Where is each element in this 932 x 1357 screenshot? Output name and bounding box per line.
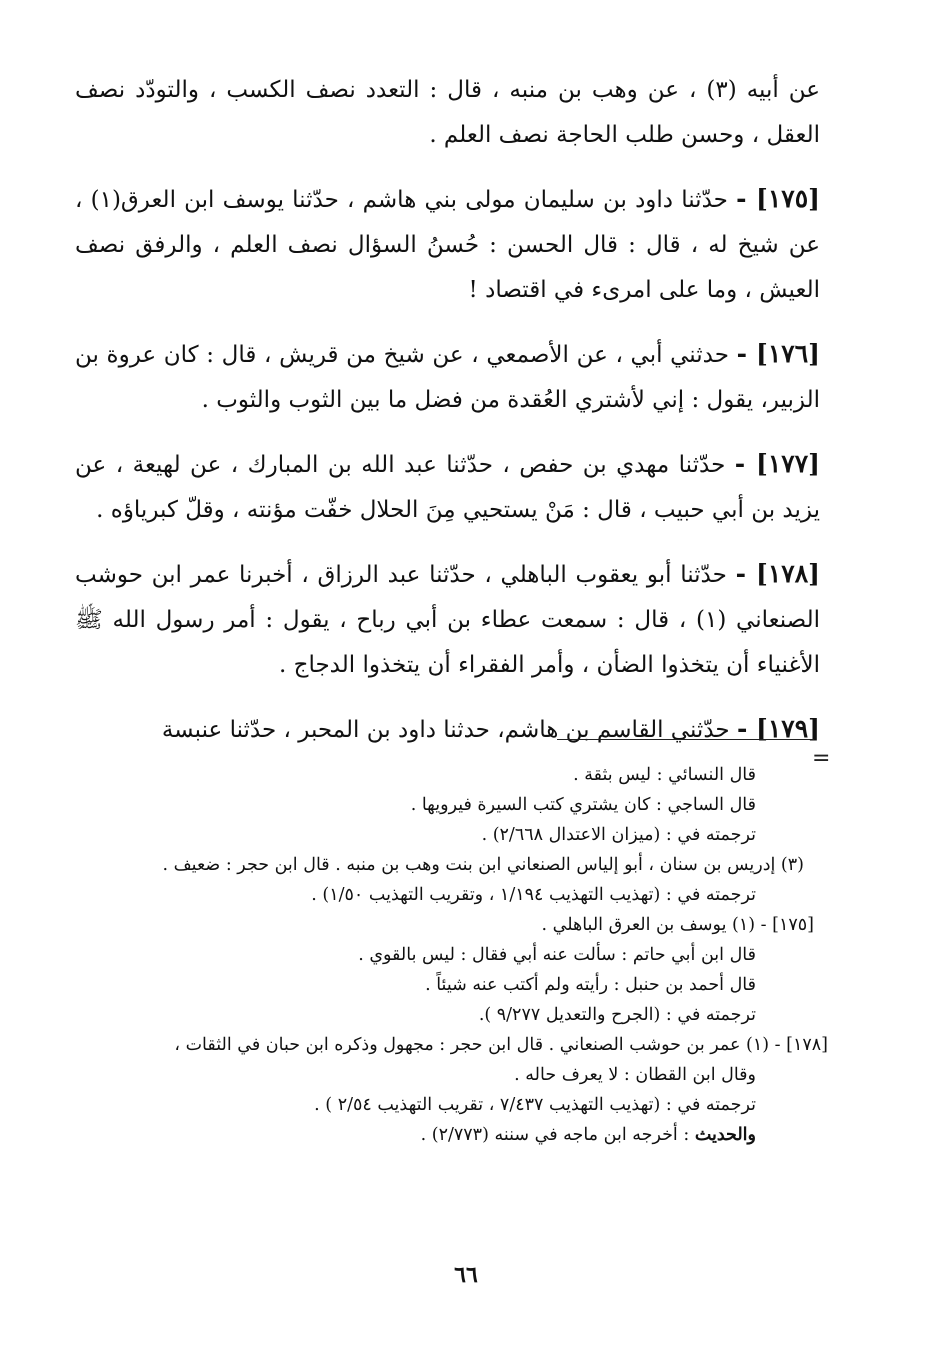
hadith-number: [١٧٧] - xyxy=(734,449,820,478)
hadith-175 xyxy=(75,176,820,313)
hadith-179 xyxy=(75,706,820,753)
footnote-text: : أخرجه ابن ماجه في سننه (٢/٧٧٣) . xyxy=(420,1125,690,1145)
hadith-178 xyxy=(75,551,820,688)
hadith-text: حدّثنا مهدي بن حفص ، حدّثنا عبد الله بن المبارك ، عن لهيعة ، عن يزيد بن أبي حبيب ، قال : مَنْ يستحيي مِنَ الحلال خفّت مؤنته ، وقلّ كبرياؤه . xyxy=(75,452,820,523)
hadith-text: حدّثنا أبو يعقوب الباهلي ، حدّثنا عبد الرزاق ، أخبرنا عمر ابن حوشب الصنعاني (١) ، قال : سمعت عطاء بن أبي رباح ، يقول : أمر رسول الله ﷺ الأغنياء أن يتخذوا الضأن ، وأمر الفقراء أن يتخذوا الدجاج . xyxy=(75,562,820,678)
footnote-line: ترجمته في : (الجرح والتعديل ٩/٢٧٧ ). xyxy=(478,1005,756,1025)
hadith-number: [١٧٨] - xyxy=(735,559,820,588)
footnote-line: ترجمته في : (تهذيب التهذيب ٧/٤٣٧ ، تقريب التهذيب ٢/٥٤ ) . xyxy=(314,1095,756,1115)
paragraph-intro xyxy=(75,68,820,158)
footnote-178-1: [١٧٨] - (١) عمر بن حوشب الصنعاني . قال ابن حجر : مجهول وذكره ابن حبان في الثقات ، xyxy=(174,1035,828,1055)
footnotes xyxy=(74,760,828,1150)
footnote-label: والحديث xyxy=(694,1125,756,1145)
hadith-number: [١٧٩] - xyxy=(736,714,820,743)
hadith-text: حدثني أبي ، عن الأصمعي ، عن شيخ من قريش ، قال : كان عروة بن الزبير، يقول : إني لأشتري العُقدة من فضل ما بين الثوب والثوب . xyxy=(75,342,820,413)
footnote-3: (٣) إدريس بن سنان ، أبو إلياس الصنعاني ابن بنت وهب بن منبه . قال ابن حجر : ضعيف . xyxy=(162,855,804,875)
main-text xyxy=(75,68,820,753)
hadith-177 xyxy=(75,441,820,533)
hadith-text: حدّثني القاسم بن هاشم، حدثنا داود بن المحبر ، حدّثنا عنبسة xyxy=(161,717,730,743)
footnote-separator xyxy=(557,739,814,740)
footnote-line: قال الساجي : كان يشتري كتب السيرة فيرويها . xyxy=(410,795,756,815)
footnote-line: قال النسائي : ليس بثقة . xyxy=(573,765,756,785)
footnote-line: ترجمته في : (ميزان الاعتدال ٢/٦٦٨) . xyxy=(481,825,756,845)
footnote-line: ترجمته في : (تهذيب التهذيب ١/١٩٤ ، وتقريب التهذيب ١/٥٠) . xyxy=(311,885,756,905)
intro-line-1: عن أبيه (٣) ، عن وهب بن منبه ، قال : التعدد نصف الكسب ، والتودّد نصف xyxy=(75,77,820,103)
footnote-hadith-source xyxy=(74,1120,814,1150)
footnote-175-1: [١٧٥] - (١) يوسف بن العرق الباهلي . xyxy=(541,915,814,935)
page-number: ٦٦ xyxy=(454,1262,478,1288)
intro-line-2: العقل ، وحسن طلب الحاجة نصف العلم . xyxy=(429,122,820,148)
hadith-number: [١٧٦] - xyxy=(736,339,820,368)
hadith-176 xyxy=(75,331,820,423)
hadith-text: حدّثنا داود بن سليمان مولى بني هاشم ، حدّثنا يوسف ابن العرق(١) ، عن شيخ له ، قال : قال الحسن : حُسنُ السؤال نصف العلم ، والرفق نصف العيش ، وما على امرىء في اقتصاد ! xyxy=(75,187,820,303)
footnote-line: وقال ابن القطان : لا يعرف حاله . xyxy=(514,1065,756,1085)
hadith-number: [١٧٥] - xyxy=(736,184,821,213)
footnote-line: قال ابن أبي حاتم : سألت عنه أبي فقال : ليس بالقوي . xyxy=(358,945,756,965)
footnote-continuation-mark: = xyxy=(812,746,831,771)
footnote-line: قال أحمد بن حنبل : رأيته ولم أكتب عنه شيئاً . xyxy=(425,975,756,995)
